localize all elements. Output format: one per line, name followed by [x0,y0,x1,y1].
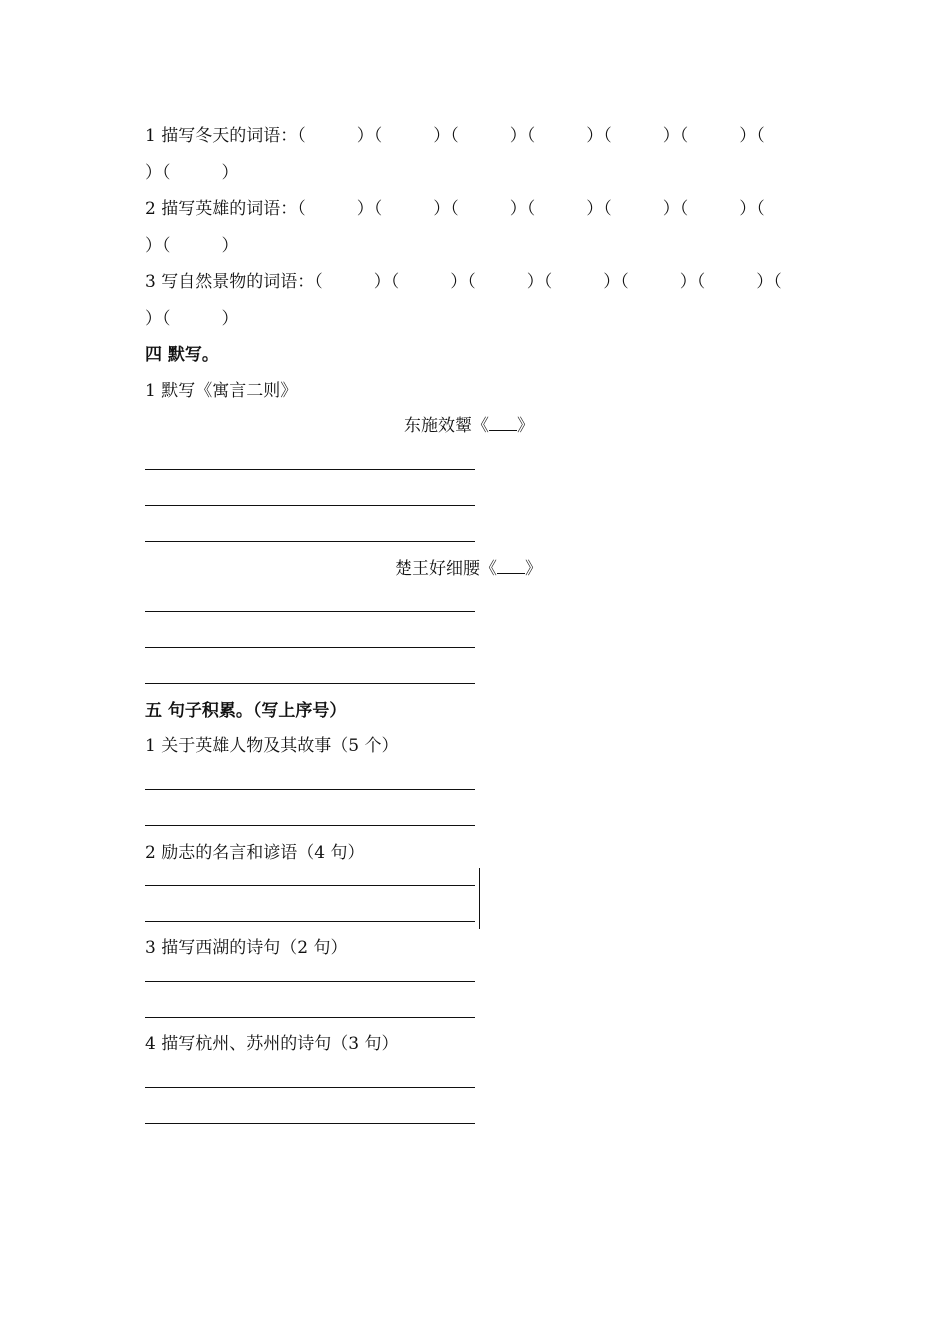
answer-line[interactable] [145,469,475,470]
answer-line[interactable] [145,885,475,886]
story1-title: 东施效颦《 》 [404,416,534,436]
answer-line[interactable] [145,683,475,684]
section5-item2: 2 励志的名言和谚语（4 句） [145,843,365,863]
title-blank[interactable] [497,559,525,574]
answer-line[interactable] [145,647,475,648]
answer-line[interactable] [145,1123,475,1124]
section5-item4: 4 描写杭州、苏州的诗句（3 句） [145,1034,399,1054]
section5-heading: 五 句子积累。（写上序号） [145,701,347,721]
section4-item1: 1 默写《寓言二则》 [145,381,298,401]
answer-line[interactable] [145,921,475,922]
vocab-nature-line2: ）（ ） [145,309,239,329]
vocab-hero-line2: ）（ ） [145,236,239,256]
section5-item3: 3 描写西湖的诗句（2 句） [145,938,348,958]
answer-line[interactable] [145,611,475,612]
vocab-winter-line1: 1 描写冬天的词语：（ ）（ ）（ ）（ ）（ ）（ ）（ [145,126,765,146]
story2-title: 楚王好细腰《 》 [395,559,542,579]
answer-line[interactable] [145,541,475,542]
answer-line[interactable] [145,505,475,506]
answer-line[interactable] [145,825,475,826]
section5-item1: 1 关于英雄人物及其故事（5 个） [145,736,399,756]
vocab-hero-line1: 2 描写英雄的词语：（ ）（ ）（ ）（ ）（ ）（ ）（ [145,199,765,219]
section4-heading: 四 默写。 [145,345,219,365]
answer-line[interactable] [145,789,475,790]
answer-line[interactable] [145,981,475,982]
title-blank[interactable] [489,416,517,431]
vocab-nature-line1: 3 写自然景物的词语：（ ）（ ）（ ）（ ）（ ）（ ）（ [145,272,782,292]
vertical-divider [479,868,480,929]
answer-line[interactable] [145,1017,475,1018]
vocab-winter-line2: ）（ ） [145,163,239,183]
answer-line[interactable] [145,1087,475,1088]
